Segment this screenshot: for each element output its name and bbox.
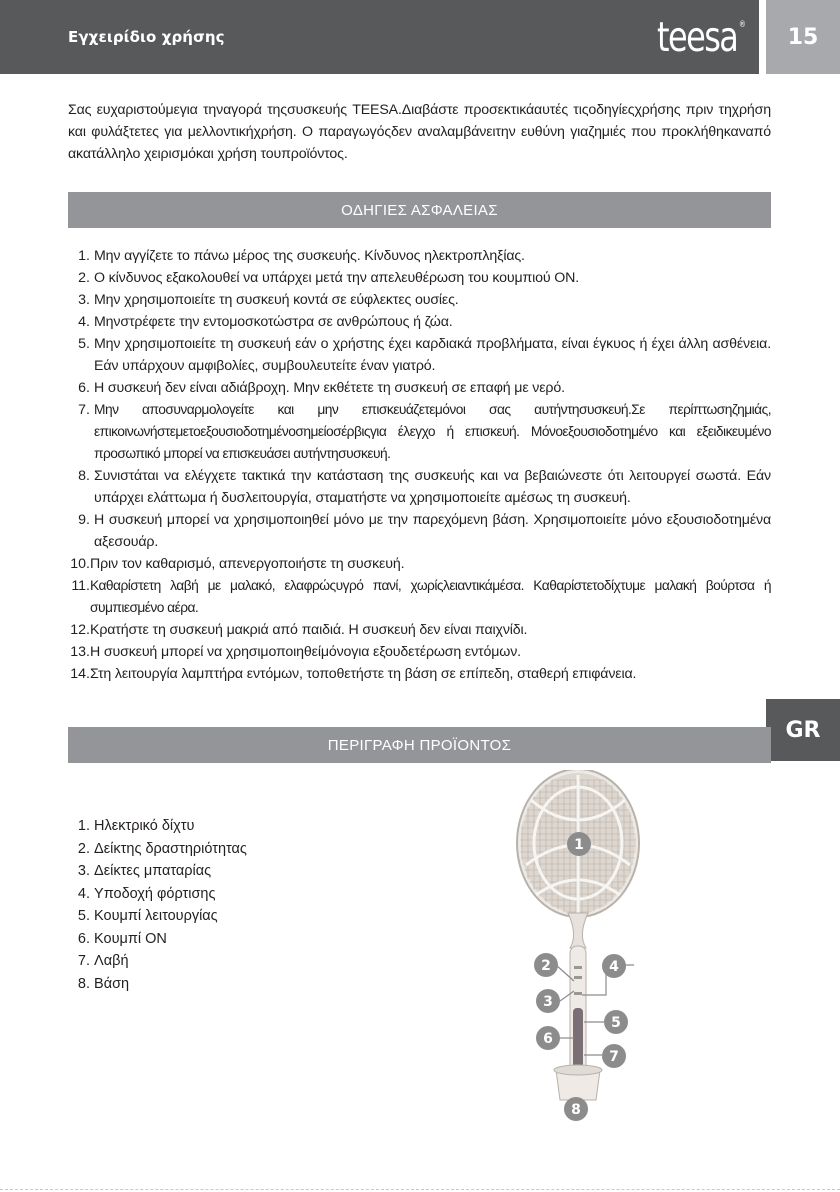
- item-text: Δείκτες μπαταρίας: [94, 863, 212, 879]
- list-item: [68, 838, 247, 861]
- callout-6: [536, 1026, 560, 1050]
- list-item: [68, 973, 247, 996]
- item-text: Μην χρησιμοποιείτε τη συσκευή κοντά σε εύφλεκτες ουσίες.: [94, 292, 459, 308]
- charging-base: [554, 1065, 602, 1100]
- item-text: Η συσκευή δεν είναι αδιάβροχη. Μην εκθέτετε τη συσκευή σε επαφή με νερό.: [94, 380, 565, 396]
- safety-heading: [68, 192, 771, 228]
- list-item: [68, 815, 247, 838]
- callout-2: [534, 953, 558, 977]
- brand-logo: [657, 14, 746, 60]
- svg-text:2: 2: [541, 958, 551, 974]
- description-heading: [68, 727, 771, 763]
- item-number: 8.: [77, 975, 90, 992]
- intro-paragraph: Σας ευχαριστούμεγια τηναγορά τηςσυσκευής TEESA.Διαβάστε προσεκτικάαυτές τιςοδηγίεςχρήσης πριν τηχρήση και φυλάξτετες για μελλοντικήχρήση. Ο παραγωγόςδεν αναλαμβάνειτην ευθύνη γιαζημιές που προκλήθηκαναπό ακατάλληλο χειρισμόκαι χρήση τουπροϊόντος.: [68, 102, 771, 162]
- callout-7: [602, 1044, 626, 1068]
- item-number: 6.: [78, 380, 90, 396]
- item-text: Ο κίνδυνος εξακολουθεί να υπάρχει μετά την απελευθέρωση του κουμπιού ON.: [94, 270, 580, 286]
- item-text: Μην αποσυναρμολογείτε και μην επισκευάζετεμόνοι σας αυτήντησυσκευή.Σε περίπτωσηζημιάς, επικοινωνήστεμετοεξουσιοδοτημένοσημείοσέρβιςγια έλεγχο ή επισκευή. Μόνοεξουσιοδοτημένο και εξειδικευμένο προσωπικό μπορεί να επισκευάσει αυτήντησυσκευή.: [94, 402, 771, 461]
- list-item: [68, 311, 771, 333]
- item-number: 1.: [78, 248, 90, 264]
- item-text: Κουμπί ON: [94, 930, 167, 947]
- item-text: Καθαρίστετη λαβή με μαλακό, ελαφρώςυγρό πανί, χωρίςλειαντικάμέσα. Καθαρίστετοδίχτυμε μαλακή βούρτσα ή συμπιεσμένο αέρα.: [90, 578, 771, 615]
- list-item: [68, 245, 771, 267]
- item-text: Μην αγγίζετε το πάνω μέρος της συσκευής. Κίνδυνος ηλεκτροπληξίας.: [94, 248, 525, 264]
- item-number: 4.: [78, 314, 90, 330]
- svg-text:4: 4: [609, 959, 619, 975]
- item-text: Δείκτης δραστηριότητας: [94, 840, 247, 857]
- list-item: [68, 928, 247, 951]
- callout-3: [536, 989, 560, 1013]
- item-text: Μηνστρέφετε την εντομοσκοτώστρα σε ανθρώπους ή ζώα.: [94, 314, 453, 330]
- svg-text:1: 1: [574, 837, 584, 853]
- item-number: 10.: [70, 556, 90, 572]
- page-number: 15: [766, 0, 840, 74]
- item-number: 12.: [70, 622, 90, 638]
- item-number: 2.: [78, 270, 90, 286]
- item-text: Πριν τον καθαρισμό, απενεργοποιήστε τη συσκευή.: [90, 556, 405, 572]
- item-number: 5.: [78, 336, 90, 352]
- item-text: Στη λειτουργία λαμπτήρα εντόμων, τοποθετήστε τη βάση σε επίπεδη, σταθερή επιφάνεια.: [90, 666, 637, 682]
- item-number: 6.: [77, 930, 90, 947]
- product-illustration: [496, 770, 656, 1130]
- item-text: Η συσκευή μπορεί να χρησιμοποιηθεί μόνο με την παρεχόμενη βάση. Χρησιμοποιείτε μόνο εξουσιοδοτημένα αξεσουάρ.: [94, 512, 771, 550]
- item-number: 13.: [70, 644, 90, 660]
- item-text: Κρατήστε τη συσκευή μακριά από παιδιά. Η συσκευή δεν είναι παιχνίδι.: [90, 622, 528, 638]
- brand-logo-text: teesa: [657, 13, 738, 61]
- list-item: [68, 267, 771, 289]
- item-text: Η συσκευή μπορεί να χρησιμοποιηθείμόνογια εξουδετέρωση εντόμων.: [90, 644, 521, 660]
- svg-text:6: 6: [543, 1031, 553, 1047]
- item-number: 11.: [71, 578, 90, 594]
- item-text: Υποδοχή φόρτισης: [94, 885, 216, 902]
- callout-1: [567, 832, 591, 856]
- racket-neck: [568, 913, 588, 948]
- item-number: 1.: [77, 818, 90, 834]
- racket-handle: [570, 946, 586, 1076]
- page-header: [0, 0, 759, 74]
- list-item: [68, 905, 247, 928]
- callout-lines: [556, 965, 634, 1055]
- list-item: [68, 883, 247, 906]
- list-item: [68, 377, 771, 399]
- list-item: [68, 509, 771, 553]
- item-text: Βάση: [94, 975, 130, 992]
- header-title: Εγχειρίδιο χρήσης: [68, 28, 225, 46]
- item-number: 9.: [78, 512, 90, 528]
- parts-list: [68, 815, 247, 995]
- registered-mark: ®: [738, 20, 746, 30]
- item-number: 3.: [78, 292, 90, 308]
- item-number: 7.: [77, 953, 90, 969]
- list-item: [68, 860, 247, 883]
- item-text: Λαβή: [94, 953, 129, 969]
- callout-5: [604, 1010, 628, 1034]
- item-number: 2.: [77, 840, 90, 857]
- page-divider: [0, 1189, 840, 1190]
- item-number: 3.: [77, 863, 90, 879]
- list-item: [68, 399, 771, 465]
- list-item: [68, 553, 771, 575]
- svg-text:7: 7: [609, 1049, 619, 1065]
- item-number: 14.: [70, 666, 90, 682]
- language-tab: GR: [766, 699, 840, 761]
- list-item: [68, 950, 247, 973]
- list-item: [68, 663, 771, 685]
- svg-text:8: 8: [571, 1102, 581, 1118]
- list-item: [68, 619, 771, 641]
- callout-4: [602, 954, 626, 978]
- safety-heading-text: ΟΔΗΓΙΕΣ ΑΣΦΑΛΕΙΑΣ: [341, 201, 498, 219]
- list-item: [68, 333, 771, 377]
- list-item: [68, 641, 771, 663]
- svg-text:5: 5: [611, 1015, 621, 1031]
- item-text: Συνιστάται να ελέγχετε τακτικά την κατάσταση της συσκευής και να βεβαιώνεστε ότι λειτουργεί σωστά. Εάν υπάρχει ελάττωμα ή δυσλειτουργία, σταματήστε να χρησιμοποιείτε αμέσως τη συσκευή.: [94, 468, 771, 506]
- item-text: Κουμπί λειτουργίας: [94, 908, 218, 924]
- list-item: [68, 289, 771, 311]
- list-item: [68, 575, 771, 619]
- item-number: 4.: [77, 885, 90, 902]
- item-text: Μην χρησιμοποιείτε τη συσκευή εάν ο χρήστης έχει καρδιακά προβλήματα, είναι έγκυος ή έχει άλλη ασθένεια. Εάν υπάρχουν αμφιβολίες, συμβουλευτείτε έναν γιατρό.: [94, 336, 771, 374]
- description-heading-text: ΠΕΡΙΓΡΑΦΗ ΠΡΟΪΟΝΤΟΣ: [327, 736, 512, 754]
- item-number: 8.: [78, 468, 90, 484]
- list-item: [68, 465, 771, 509]
- callout-8: [564, 1097, 588, 1121]
- item-number: 7.: [78, 402, 90, 418]
- safety-list: [68, 245, 771, 685]
- item-number: 5.: [77, 908, 90, 924]
- item-text: Ηλεκτρικό δίχτυ: [94, 818, 195, 834]
- svg-text:3: 3: [543, 994, 553, 1010]
